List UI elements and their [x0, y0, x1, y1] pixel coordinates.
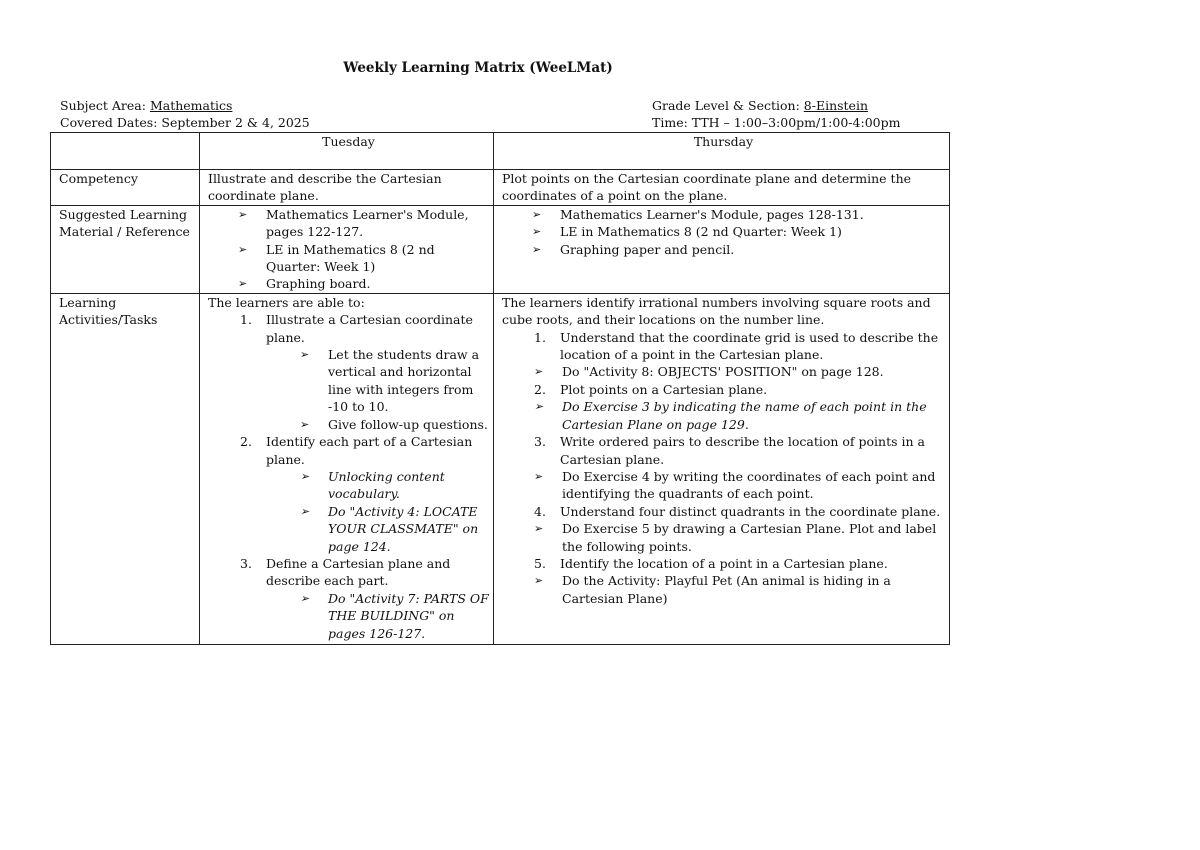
- activity-text: Plot points on a Cartesian plane.: [560, 381, 768, 397]
- activity-number: 2.: [534, 381, 546, 397]
- class-time: Time: TTH – 1:00–3:00pm/1:00-4:00pm: [652, 115, 901, 130]
- grade-section: [652, 97, 868, 114]
- subject-label: Subject Area:: [60, 98, 150, 113]
- header-empty-cell: [51, 133, 200, 170]
- activity-text: Define a Cartesian plane and describe each part.: [266, 555, 451, 589]
- materials-label: Suggested Learning Material / Reference: [51, 205, 200, 293]
- activity-subitem: ➢ Do "Activity 7: PARTS OF THE BUILDING" on pages 126-127.: [268, 590, 489, 642]
- activity-number: 1.: [534, 329, 546, 345]
- header-row: [51, 133, 950, 170]
- activity-subitem: ➢ Do "Activity 8: OBJECTS' POSITION" on page 128.: [502, 363, 945, 380]
- activity-item: [208, 433, 489, 468]
- activity-number: 1.: [240, 312, 252, 328]
- activity-subitem: ➢ Do Exercise 4 by writing the coordinates of each point and identifying the quadrants of each point.: [502, 468, 945, 503]
- activity-text: Understand that the coordinate grid is used to describe the location of a point in the Cartesian plane.: [560, 329, 939, 363]
- activity-subitem: ➢ Do Exercise 3 by indicating the name of each point in the Cartesian Plane on page 129.: [502, 398, 945, 433]
- subject-value: Mathematics: [149, 98, 233, 113]
- competency-row: [51, 170, 950, 206]
- activity-text: Identify each part of a Cartesian plane.: [266, 434, 473, 467]
- activity-subitem: ➢ Do Exercise 5 by drawing a Cartesian Plane. Plot and label the following points.: [502, 520, 945, 555]
- activities-intro: The learners identify irrational numbers involving square roots and cube roots, and their locations on the number line.: [502, 294, 931, 328]
- learning-matrix-table: [50, 132, 950, 645]
- activity-item: [208, 555, 489, 590]
- activity-subitem: ➢ Let the students draw a vertical and horizontal line with integers from -10 to 10.: [268, 346, 489, 416]
- activities-thursday: [494, 293, 950, 644]
- activity-number: 3.: [240, 555, 252, 571]
- material-item: ➢ LE in Mathematics 8 (2 nd Quarter: Week 1): [502, 223, 945, 240]
- material-item: ➢ Mathematics Learner's Module, pages 128-131.: [502, 206, 945, 223]
- activity-text: Understand four distinct quadrants in the coordinate plane.: [560, 503, 941, 519]
- activities-tuesday: [200, 293, 494, 644]
- material-item: ➢ Mathematics Learner's Module, pages 122-127.: [208, 206, 489, 241]
- thursday-header: Thursday: [494, 133, 950, 170]
- activity-subitem: ➢ Unlocking content vocabulary.: [268, 468, 489, 503]
- grade-label: Grade Level & Section:: [652, 98, 804, 113]
- activity-subitem: ➢ Give follow-up questions.: [268, 416, 489, 433]
- activity-number: 2.: [240, 434, 252, 450]
- activity-text: Illustrate a Cartesian coordinate plane.: [266, 312, 473, 345]
- competency-label: Competency: [51, 170, 200, 206]
- grade-value: 8-Einstein: [803, 98, 868, 113]
- activities-intro: The learners are able to:: [208, 294, 365, 310]
- activity-item: [502, 503, 945, 520]
- materials-tuesday: [200, 205, 494, 293]
- materials-row: [51, 205, 950, 293]
- covered-dates: Covered Dates: September 2 & 4, 2025: [60, 115, 310, 130]
- activity-text: Identify the location of a point in a Cartesian plane.: [560, 555, 888, 571]
- document-title: Weekly Learning Matrix (WeeLMat): [343, 60, 613, 76]
- activity-subitem: ➢ Do "Activity 4: LOCATE YOUR CLASSMATE" on page 124.: [268, 503, 489, 555]
- competency-tuesday: Illustrate and describe the Cartesian coordinate plane.: [200, 170, 494, 206]
- activity-text: Write ordered pairs to describe the location of points in a Cartesian plane.: [560, 434, 925, 467]
- activity-number: 5.: [534, 555, 546, 571]
- tuesday-header: Tuesday: [200, 133, 494, 170]
- activity-item: [502, 433, 945, 468]
- activities-label: Learning Activities/Tasks: [51, 293, 200, 644]
- material-item: ➢ Graphing paper and pencil.: [502, 241, 945, 258]
- material-item: ➢ LE in Mathematics 8 (2 nd Quarter: Week 1): [208, 241, 489, 276]
- activity-number: 3.: [534, 434, 546, 450]
- activity-number: 4.: [534, 503, 546, 519]
- activity-item: [208, 311, 489, 346]
- activity-item: [502, 381, 945, 398]
- material-item: ➢ Graphing board.: [208, 275, 489, 292]
- activity-item: [502, 555, 945, 572]
- subject-area: [60, 97, 232, 114]
- activities-row: [51, 293, 950, 644]
- activity-item: [502, 329, 945, 364]
- activity-subitem: ➢ Do the Activity: Playful Pet (An animal is hiding in a Cartesian Plane): [502, 572, 945, 607]
- materials-thursday: [494, 205, 950, 293]
- competency-thursday: Plot points on the Cartesian coordinate plane and determine the coordinates of a point on the plane.: [494, 170, 950, 206]
